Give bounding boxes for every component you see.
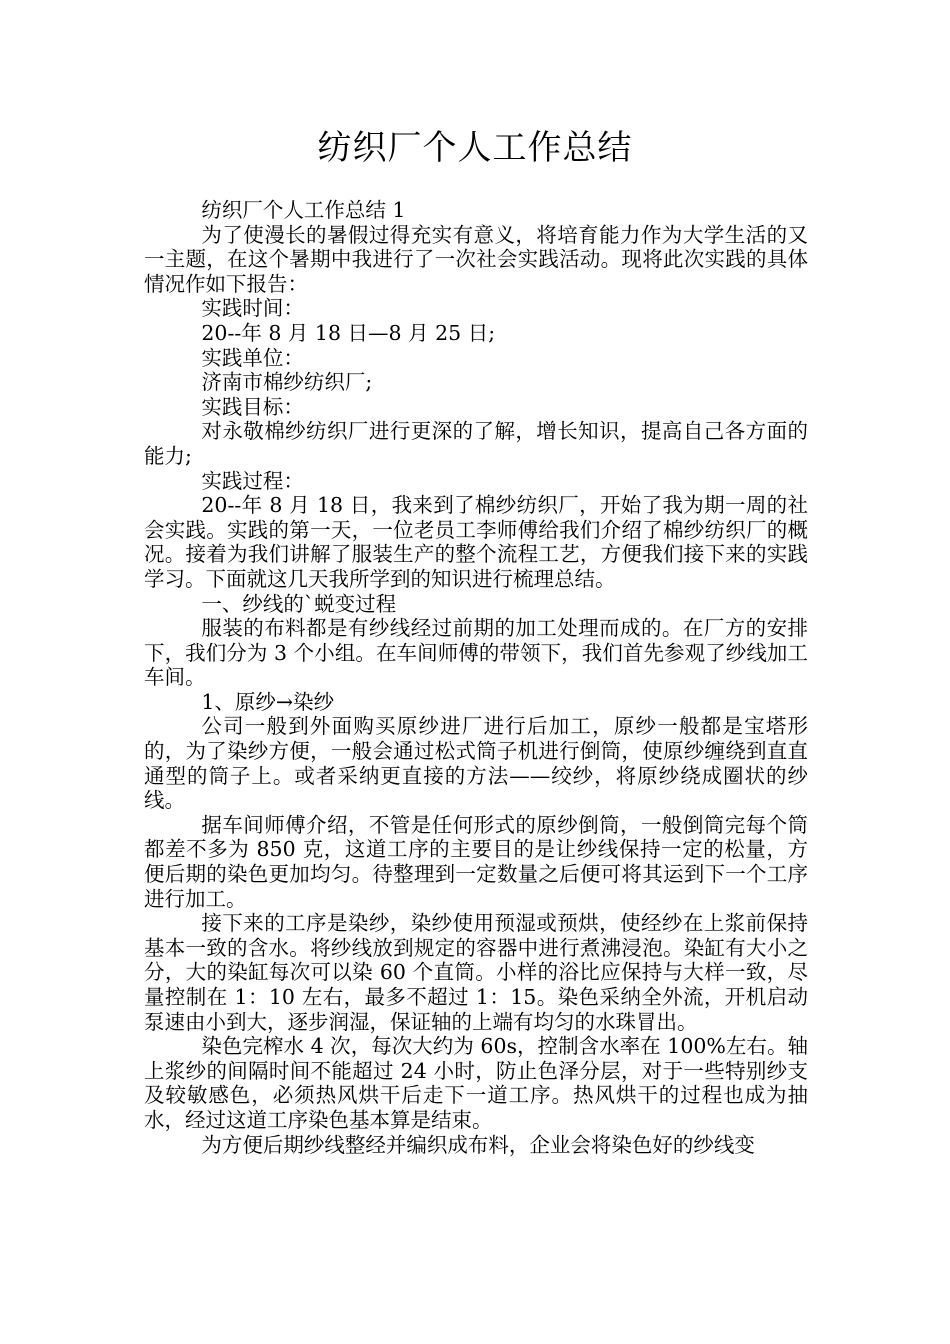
paragraph: 公司一般到外面购买原纱进厂进行后加工，原纱一般都是宝塔形的，为了染纱方便，一般会通过松式筒子机进行倒筒，使原纱缠绕到直直通型的筒子上。或者采纳更直接的方法——绞纱，将原纱绕成圈状的纱线。 (144, 714, 808, 813)
field-label: 实践过程： (201, 468, 304, 493)
section-heading: 纺织厂个人工作总结 1 (201, 198, 406, 222)
field-value: 20--年 8 月 18 日—8 月 25 日; (201, 320, 496, 345)
paragraph: 为了使漫长的暑假过得充实有意义，将培育能力作为大学生活的又一主题，在这个暑期中我进行了一次社会实践活动。现将此次实践的具体情况作如下报告： (144, 222, 808, 296)
field-value: 济南市棉纱纺织厂; (201, 370, 373, 395)
paragraph: 接下来的工序是染纱，染纱使用预湿或预烘，使经纱在上浆前保持基本一致的含水。将纱线放到规定的容器中进行煮沸浸泡。染缸有大小之分，大的染缸每次可以染 60 个直筒。小样的浴比应保持与大样一致，尽量控制在 1：10 左右，最多不超过 1：15。染色采纳全外流，开机启动泵速由小到大，逐步润湿，保证轴的上端有均匀的水珠冒出。 (144, 911, 808, 1034)
document-body (144, 198, 808, 1157)
paragraph: 染色完榨水 4 次，每次大约为 60s，控制含水率在 100%左右。轴上浆纱的间隔时间不能超过 24 小时，防止色泽分层，对于一些特别纱支及较敏感色，必须热风烘干后走下一道工序。热风烘干的过程也成为抽水，经过这道工序染色基本算是结束。 (144, 1034, 808, 1132)
field-label: 实践目标： (201, 394, 304, 419)
field-label: 实践时间： (201, 296, 304, 321)
section-heading: 一、纱线的`蜕变过程 (201, 591, 397, 616)
paragraph: 服装的布料都是有纱线经过前期的加工处理而成的。在厂方的安排下，我们分为 3 个小组。在车间师傅的带领下，我们首先参观了纱线加工车间。 (144, 616, 808, 690)
document-title: 纺织厂个人工作总结 (317, 128, 633, 168)
field-value: 对永敬棉纱纺织厂进行更深的了解，增长知识，提高自己各方面的能力; (144, 419, 808, 468)
paragraph: 据车间师傅介绍，不管是任何形式的原纱倒筒，一般倒筒完每个筒都差不多为 850 克，这道工序的主要目的是让纱线保持一定的松量，方便后期的染色更加均匀。待整理到一定数量之后便可将其运到下一个工序进行加工。 (144, 812, 808, 911)
subsection-heading: 1、原纱→染纱 (201, 689, 335, 714)
field-label: 实践单位： (201, 345, 304, 370)
paragraph: 20--年 8 月 18 日，我来到了棉纱纺织厂，开始了我为期一周的社会实践。实践的第一天，一位老员工李师傅给我们介绍了棉纱纺织厂的概况。接着为我们讲解了服装生产的整个流程工艺，方便我们接下来的实践学习。下面就这几天我所学到的知识进行梳理总结。 (144, 493, 808, 591)
paragraph: 为方便后期纱线整经并编织成布料，企业会将染色好的纱线变 (201, 1132, 755, 1157)
